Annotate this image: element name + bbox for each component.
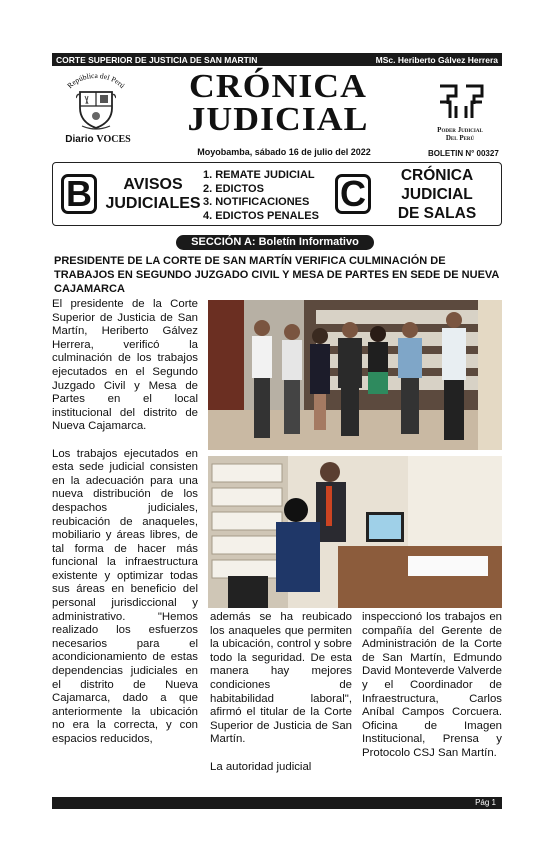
poder-judicial-logo-icon <box>436 82 486 122</box>
article-paragraph: El presidente de la Corte Superior de Justicia de San Martín, Heriberto Gálvez Herrera, verificó la culminación de los trabajos ejecutados en el Segundo Juzgado Civil y Mesa de Partes en el local institucional del distrito de Nueva Cajamarca. <box>52 298 198 433</box>
masthead-line1: CRÓNICA <box>189 68 367 105</box>
national-seal <box>58 72 134 154</box>
article-column-2 <box>210 611 352 788</box>
letter-c-badge: C <box>335 174 371 214</box>
svg-text:República del Perú: República del Perú <box>65 72 127 91</box>
article-column-1 <box>52 298 198 760</box>
article-paragraph: La autoridad judicial <box>210 760 312 773</box>
dateline: Moyobamba, sábado 16 de julio del 2022 <box>197 147 371 157</box>
list-item: 4. EDICTOS PENALES <box>203 209 319 222</box>
masthead-line2: JUDICIAL <box>187 101 369 138</box>
avisos-judiciales-title: AVISOS JUDICIALES <box>105 176 201 212</box>
masthead-title <box>178 70 378 136</box>
article-paragraph: Los trabajos ejecutados en esta sede judicial consisten en la adecuación para una nueva distribución de los despachos judiciales, reubicación de anaqueles, mobiliario y áreas libres, de tal forma de hacer más funcional la infraestructura existente y optimizar todas sus áreas en beneficio del personal jurisdiccional y administrativo. "Hemos realizado los esfuerzos necesarios para el acondicionamiento de estas dependencias judiciales en el distrito de Nueva Cajamarca, dado a que anteriormente la ubicación no era la correcta, y con espacios reducidos, <box>52 447 198 745</box>
list-item: 2. EDICTOS <box>203 182 264 195</box>
poder-judicial-text: Poder Judicial Del Perú <box>437 126 483 142</box>
office-photo <box>208 456 502 608</box>
list-item: 3. NOTIFICACIONES <box>203 196 310 208</box>
cronica-salas-title: CRÓNICA JUDICIAL DE SALAS <box>397 167 477 222</box>
list-item: 1. REMATE JUDICIAL <box>203 169 315 181</box>
article-paragraph: además se ha reubicado los anaqueles que permiten la ubicación, control y sobre todo la seguridad. De esta manera hay mejores condiciones de habitabilidad laboral", afirmó el titular de la Corte Superior de Justicia de San Martín. <box>210 611 352 746</box>
avisos-banner <box>52 162 502 226</box>
article-headline: PRESIDENTE DE LA CORTE DE SAN MARTÍN VERIFICA CULMINACIÓN DE TRABAJOS EN SEGUNDO JUZGADO CIVIL Y MESA DE PARTES EN SEDE DE NUEVA CAJAMARCA <box>54 255 499 295</box>
boletin-number: BOLETIN N° 00327 <box>428 149 499 158</box>
avisos-list <box>203 169 319 223</box>
letter-b-badge: B <box>61 174 97 214</box>
shield-icon <box>76 86 116 130</box>
diario-voces-label: Diario VOCES <box>65 134 131 145</box>
top-bar <box>52 53 502 66</box>
footer-bar <box>52 797 502 809</box>
editor-name: MSc. Heriberto Gálvez Herrera <box>375 54 498 65</box>
group-photo <box>208 300 502 450</box>
article-column-3 <box>362 611 502 774</box>
page-number: Pág 1 <box>475 798 496 807</box>
section-label: SECCIÓN A: Boletín Informativo <box>176 235 374 250</box>
article-paragraph: inspeccionó los trabajos en compañía del Gerente de Administración de la Corte de San Martín, Edmundo David Monteverde Valverde y el Coordinador de Infraestructura, Carlos Aníbal Campos Corcuera. Oficina de Imagen Institucional, Prensa y Protocolo CSJ San Martín. <box>362 611 502 759</box>
court-name: CORTE SUPERIOR DE JUSTICIA DE SAN MARTIN <box>56 54 258 65</box>
